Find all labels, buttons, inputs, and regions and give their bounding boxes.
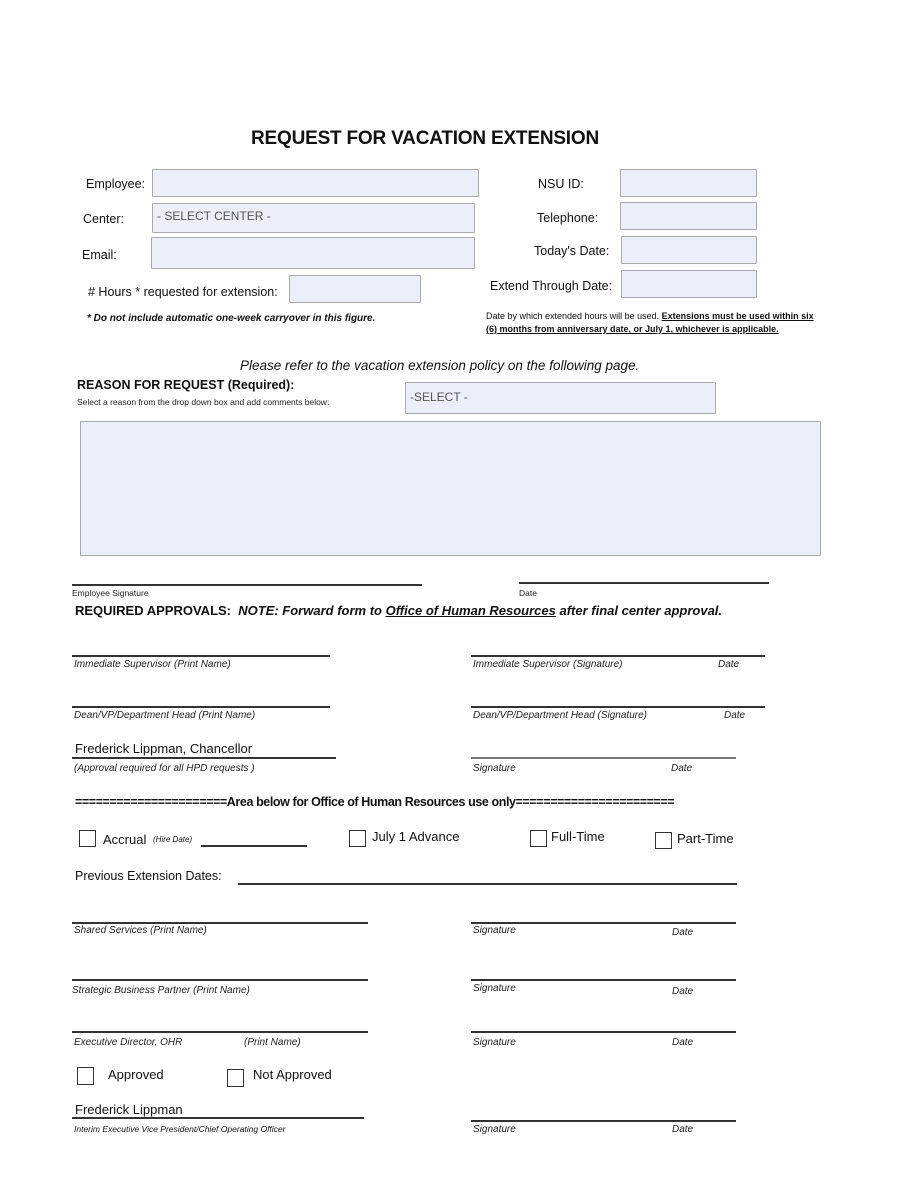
approvals-note-suffix: after final center approval. [555,603,723,618]
sbp-name-line[interactable] [72,979,368,981]
employee-signature-line[interactable] [72,584,422,586]
email-label: Email: [82,248,117,262]
center-label: Center: [83,212,124,226]
not-approved-label: Not Approved [253,1067,332,1082]
coo-signature-line[interactable] [471,1120,736,1122]
previous-extension-label: Previous Extension Dates: [75,869,222,883]
reason-comments-textarea[interactable] [80,421,821,556]
telephone-field[interactable] [620,202,757,230]
accrual-checkbox[interactable] [79,830,96,847]
exec-director-signature-label: Signature [473,1037,516,1048]
hours-field[interactable] [289,275,421,303]
exec-director-print-label: (Print Name) [244,1037,301,1048]
supervisor-date-label: Date [718,659,740,670]
part-time-checkbox[interactable] [655,832,672,849]
july1-advance-label: July 1 Advance [372,829,460,844]
nsu-id-field[interactable] [620,169,757,197]
part-time-label: Part-Time [677,831,734,846]
form-title: REQUEST FOR VACATION EXTENSION [251,128,599,149]
email-field[interactable] [151,237,475,269]
extend-note-plain: Date by which extended hours will be used. [486,311,662,321]
approvals-note [75,603,722,618]
employee-field[interactable] [152,169,479,197]
chancellor-name-line [72,757,336,759]
supervisor-name-line[interactable] [72,655,330,657]
shared-services-label: Shared Services (Print Name) [74,925,207,936]
reason-select[interactable]: -SELECT - [405,382,716,414]
shared-services-signature-line[interactable] [471,922,736,924]
supervisor-signature-line[interactable] [471,655,765,657]
hire-date-line[interactable] [201,845,307,847]
approvals-note-prefix: NOTE: Forward form to [238,603,386,618]
not-approved-checkbox[interactable] [227,1069,244,1087]
shared-services-date-label: Date [672,927,694,938]
sbp-signature-label: Signature [473,983,516,994]
exec-director-signature-line[interactable] [471,1031,736,1033]
employee-date-label: Date [519,588,537,598]
approvals-heading: REQUIRED APPROVALS: [75,603,232,618]
supervisor-signature-label: Immediate Supervisor (Signature) [473,659,623,670]
dean-name-line[interactable] [72,706,330,708]
approved-label: Approved [108,1067,164,1082]
dean-signature-label: Dean/VP/Department Head (Signature) [473,710,647,721]
chancellor-note: (Approval required for all HPD requests ) [74,763,255,774]
hr-office-link: Office of Human Resources [385,603,556,618]
sbp-signature-line[interactable] [471,979,736,981]
coo-date-label: Date [672,1124,694,1135]
nsu-id-label: NSU ID: [538,177,584,191]
hr-section-separator: ======================Area below for Office of Human Resources use only======================= [75,795,675,809]
chancellor-signature-label: Signature [473,763,516,774]
employee-date-line[interactable] [519,582,769,584]
accrual-label: Accrual [103,832,147,847]
approved-checkbox[interactable] [77,1067,94,1085]
center-select[interactable]: - SELECT CENTER - [152,203,475,233]
todays-date-label: Today's Date: [534,244,610,258]
policy-note: Please refer to the vacation extension policy on the following page. [240,358,640,373]
exec-director-label: Executive Director, OHR [74,1037,183,1048]
supervisor-name-label: Immediate Supervisor (Print Name) [74,659,231,670]
july1-advance-checkbox[interactable] [349,830,366,847]
extend-through-field[interactable] [621,270,757,298]
hours-label: # Hours * requested for extension: [88,285,278,299]
hire-date-label: (Hire Date) [153,835,193,844]
coo-title: Interim Executive Vice President/Chief Operating Officer [74,1124,286,1134]
chancellor-signature-line[interactable] [471,757,736,759]
coo-name-line [72,1117,364,1119]
full-time-label: Full-Time [551,829,605,844]
coo-signature-label: Signature [473,1124,516,1135]
reason-heading: REASON FOR REQUEST (Required): [77,378,295,392]
extend-note [486,310,816,336]
employee-signature-label: Employee Signature [72,588,149,598]
exec-director-name-line[interactable] [72,1031,368,1033]
dean-date-label: Date [724,710,746,721]
hours-note: * Do not include automatic one-week carryover in this figure. [87,313,376,324]
exec-director-date-label: Date [672,1037,694,1048]
shared-services-name-line[interactable] [72,922,368,924]
sbp-date-label: Date [672,986,694,997]
employee-label: Employee: [86,177,146,191]
previous-extension-line[interactable] [238,883,737,885]
telephone-label: Telephone: [537,211,599,225]
dean-signature-line[interactable] [471,706,765,708]
sbp-label: Strategic Business Partner (Print Name) [72,985,250,996]
coo-name: Frederick Lippman [75,1102,183,1117]
extend-through-label: Extend Through Date: [490,279,613,293]
chancellor-date-label: Date [671,763,693,774]
chancellor-name: Frederick Lippman, Chancellor [75,741,253,756]
shared-services-signature-label: Signature [473,925,516,936]
extend-note-underlined: Extensions must be used within six (6) months from anniversary date, or July 1, whichever is applicable. [486,311,814,334]
dean-name-label: Dean/VP/Department Head (Print Name) [74,710,256,721]
todays-date-field[interactable] [621,236,757,264]
full-time-checkbox[interactable] [530,830,547,847]
reason-instruction: Select a reason from the drop down box and add comments below: [77,397,330,407]
